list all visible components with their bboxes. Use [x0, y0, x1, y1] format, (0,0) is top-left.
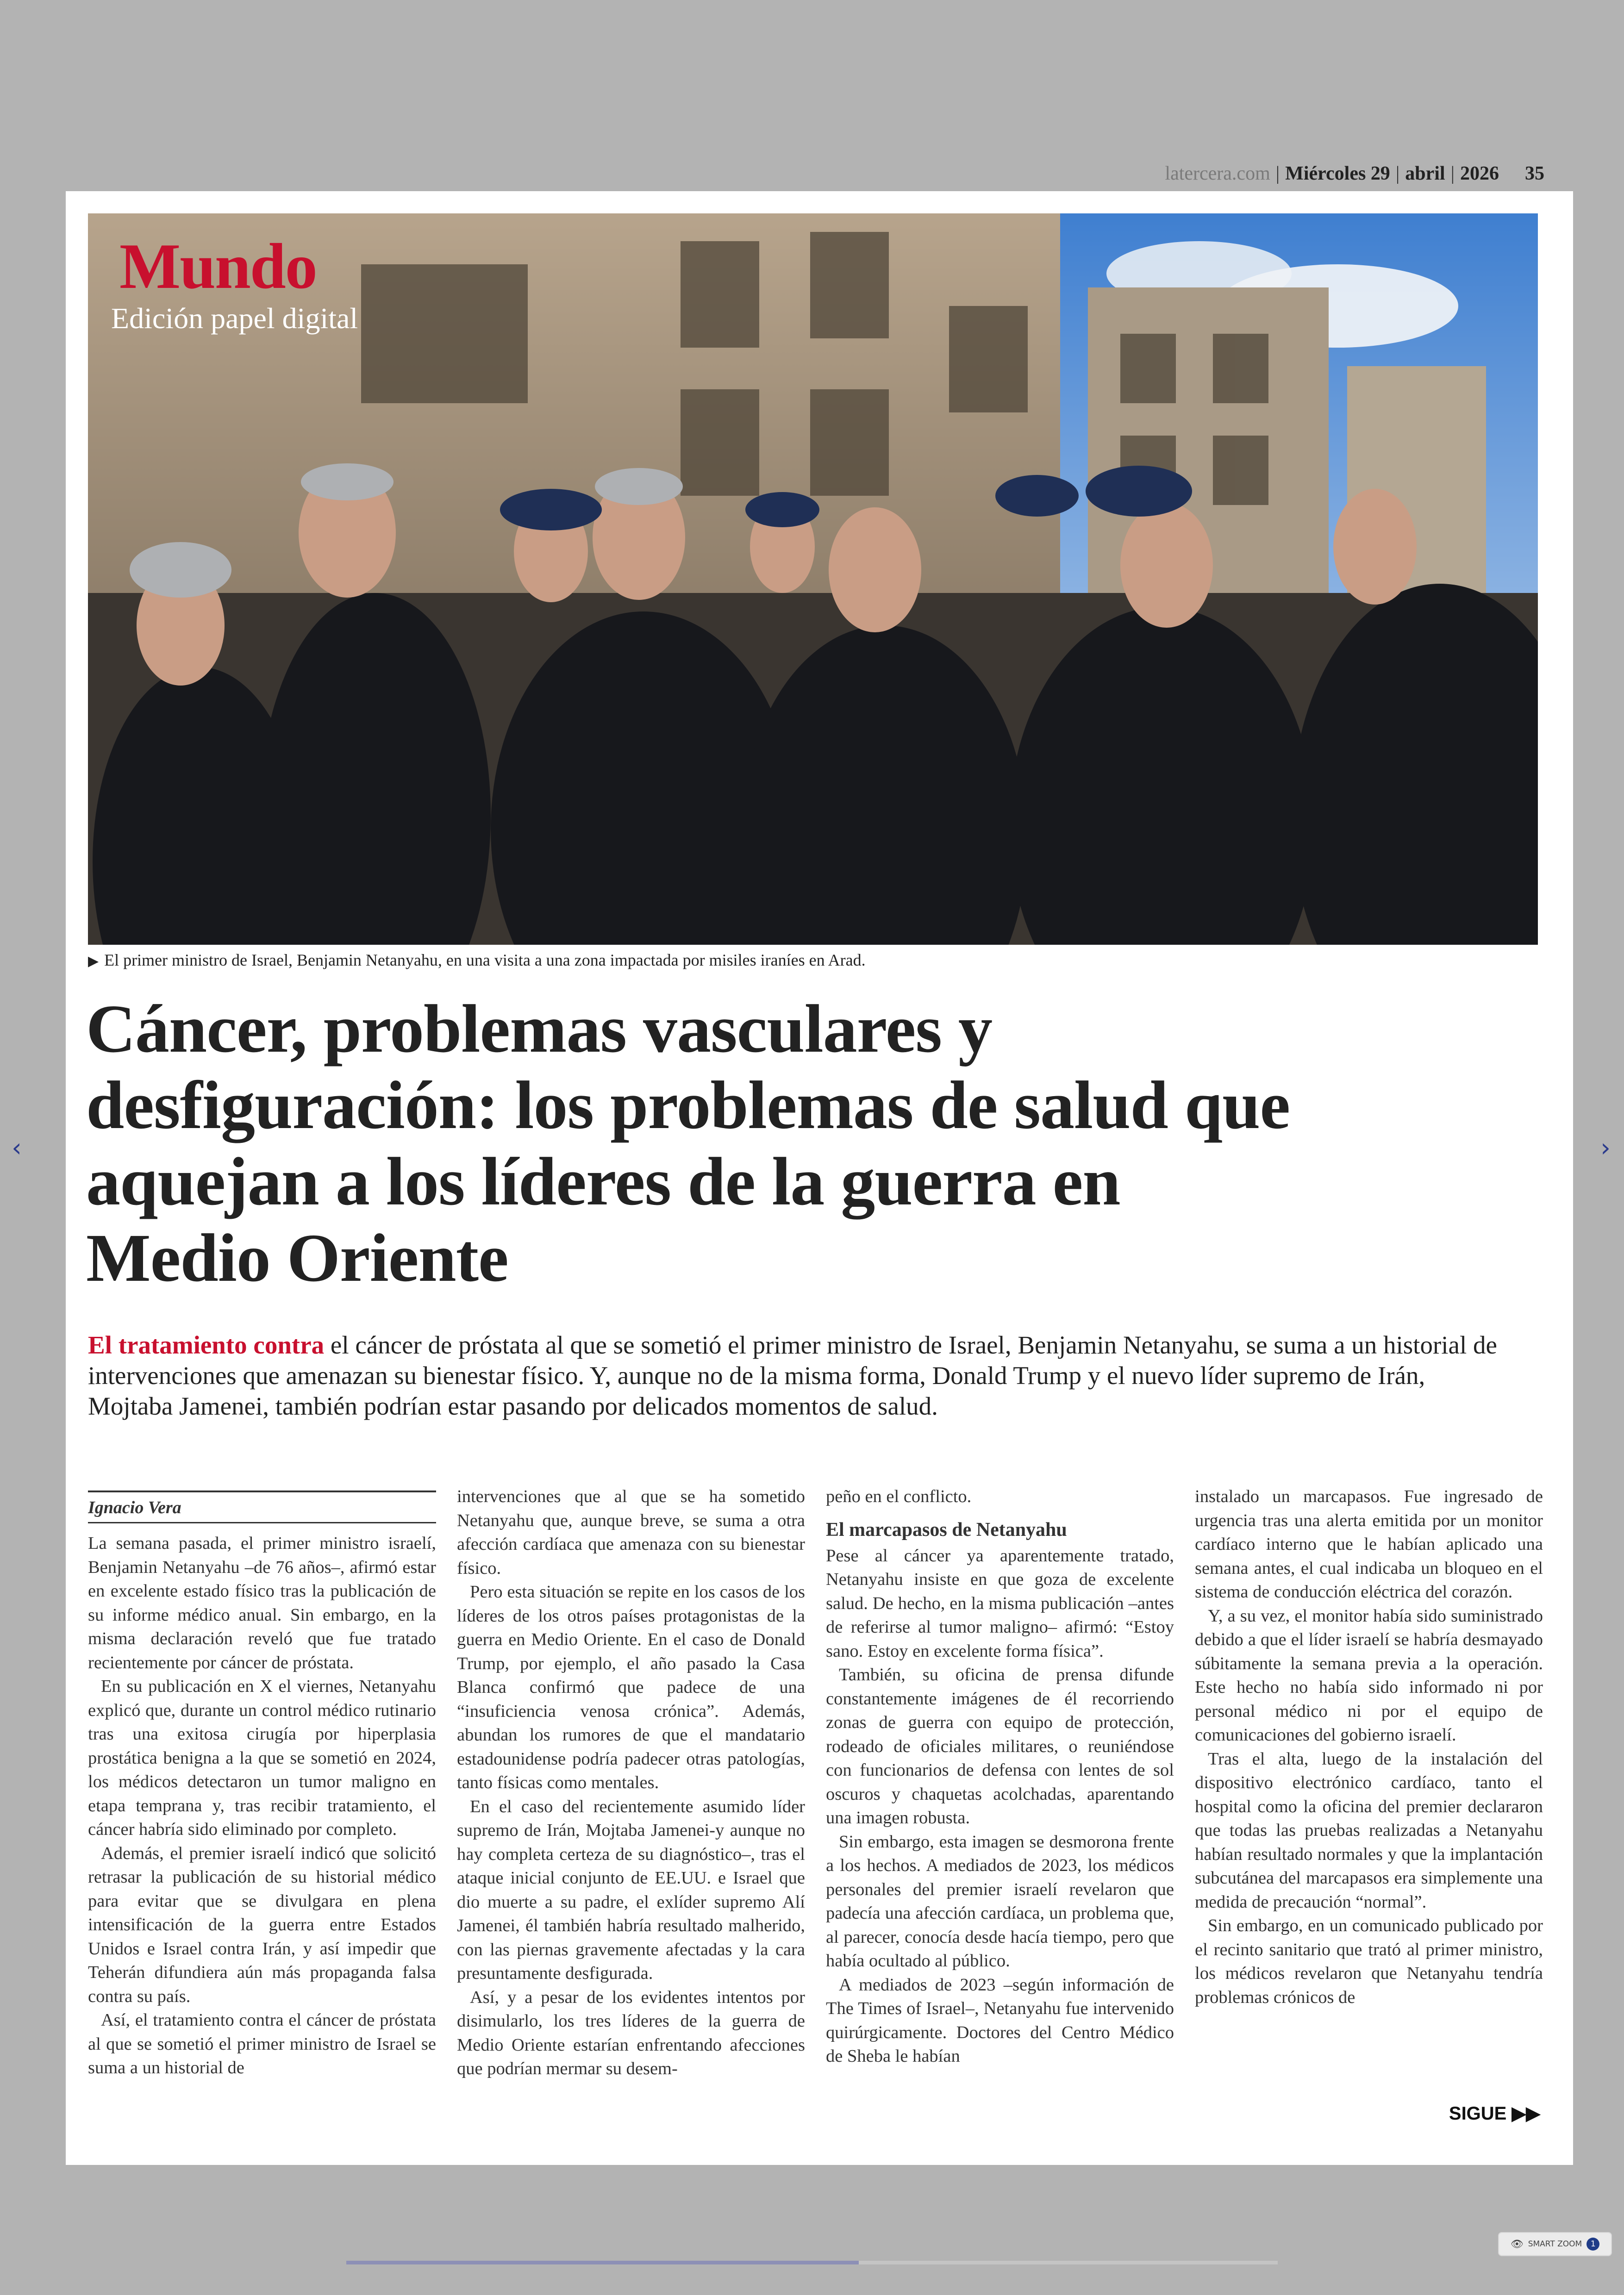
byline: Ignacio Vera: [88, 1491, 436, 1523]
paragraph: También, su oficina de prensa difunde constantemente imágenes de él recorriendo zonas de guerra con equipo de protección, rodeado de oficiales militares, o reuniéndose con funcionarios de defensa con lentes de sol oscuros y chaquetas acolchadas, aparentando una imagen robusta.: [826, 1665, 1174, 1827]
caption-triangle-icon: ▶: [88, 954, 99, 969]
paragraph: En el caso del recientemente asumido líder supremo de Irán, Mojtaba Jamenei-y aunque no hay completa certeza de su diagnóstico–, tras el ataque inicial conjunto de EE.UU. e Israel que dio muerte a su padre, el exlíder supremo Alí Jamenei, él también habría resultado malherido, con las piernas gravemente afectadas y la cara presuntamente desfigurada.: [457, 1796, 805, 1983]
paragraph: Así, y a pesar de los evidentes intentos por disimularlo, los tres líderes de la guerra de Medio Oriente estarían enfrentando afecciones que podrían mermar su desem-: [457, 1987, 805, 2078]
article-column-1: [88, 1485, 436, 2142]
paragraph: Pero esta situación se repite en los casos de los líderes de los otros países protagonistas de la guerra en Medio Oriente. En el caso de Donald Trump, por ejemplo, el año pasado la Casa Blanca confirmó que padece de una “insuficiencia venosa crónica”. Además, abundan los rumores de que el mandatario estadounidense podría padecer otras patologías, tanto físicas como mentales.: [457, 1582, 805, 1792]
paragraph: instalado un marcapasos. Fue ingresado de urgencia tras una alerta emitida por un monitor cardíaco interno que le habían aplicado una semana antes, el cual indicaba un bloqueo en el sistema de conducción eléctrica del corazón.: [1195, 1487, 1543, 1602]
standfirst-lead: El tratamiento contra: [88, 1331, 325, 1359]
newspaper-page: [66, 191, 1573, 2165]
section-subtitle: Edición papel digital: [111, 302, 358, 335]
photo-caption: [88, 950, 1538, 970]
article-column-4: [1195, 1485, 1543, 2142]
eye-icon: 👁: [1510, 2238, 1524, 2250]
standfirst: [88, 1330, 1505, 1422]
header-year: 2026: [1460, 163, 1499, 184]
paragraph: Además, el premier israelí indicó que solicitó retrasar la publicación de su historial médico para evitar que se divulgara en plena intensificación de la guerra entre Estados Unidos e Israel contra Irán, y así impedir que Teherán difundiera aún más propaganda falsa contra su país.: [88, 1843, 436, 2006]
paragraph: Y, a su vez, el monitor había sido suministrado debido a que el líder israelí se habría desmayado súbitamente la semana previa a la operación. Este hecho no había sido informado ni por personal médico ni por el equipo de comunicaciones del gobierno israelí.: [1195, 1606, 1543, 1745]
lead-photo: [88, 213, 1538, 945]
paragraph: intervenciones que al que se ha sometido Netanyahu que, aunque breve, se suma a otra afección cardíaca que amenaza con su bienestar físico.: [457, 1487, 805, 1578]
page-number: 35: [1525, 163, 1544, 184]
paragraph: La semana pasada, el primer ministro israelí, Benjamin Netanyahu –de 76 años–, afirmó estar en excelente estado físico tras la publicación de su informe médico anual. Sin embargo, en la misma declaración reveló que fue tratado recientemente por cáncer de próstata.: [88, 1534, 436, 1672]
paragraph: En su publicación en X el viernes, Netanyahu explicó que, durante un control médico rutinario tras una exitosa cirugía por hiperplasia prostática benigna a la que se sometió en 2024, los médicos detectaron un tumor maligno en etapa temprana y, tras recibir tratamiento, el cáncer habría sido eliminado por completo.: [88, 1677, 436, 1839]
paragraph: peño en el conflicto.: [826, 1487, 972, 1506]
article-column-3: [826, 1485, 1174, 2142]
subheading: El marcapasos de Netanyahu: [826, 1519, 1067, 1540]
header-month: abril: [1405, 163, 1445, 184]
header-day: Miércoles 29: [1285, 163, 1390, 184]
page-scrollbar[interactable]: [346, 2261, 1278, 2264]
paragraph: Sin embargo, en un comunicado publicado por el recinto sanitario que trató al primer ministro, los médicos revelaron que Netanyahu tendría problemas crónicos de: [1195, 1916, 1543, 2007]
caption-text: El primer ministro de Israel, Benjamin Netanyahu, en una visita a una zona impactada por misiles iraníes en Arad.: [104, 951, 866, 969]
smart-zoom-count: 1: [1587, 2238, 1599, 2251]
paragraph: A mediados de 2023 –según información de The Times of Israel–, Netanyahu fue intervenido quirúrgicamente. Doctores del Centro Médico de Sheba le habían: [826, 1975, 1174, 2066]
paragraph: Sin embargo, esta imagen se desmorona frente a los hechos. A mediados de 2023, los médicos personales del premier israelí revelaron que padecía una afección cardíaca, un problema que, al parecer, conocía desde hacía tiempo, pero que había ocultado al público.: [826, 1832, 1174, 1971]
paragraph: Pese al cáncer ya aparentemente tratado, Netanyahu insiste en que goza de excelente salud. De hecho, en la misma publicación –antes de referirse al tumor maligno– afirmó: “Estoy sano. Estoy en excelente forma física”.: [826, 1546, 1174, 1661]
headline: Cáncer, problemas vasculares y desfiguración: los problemas de salud que aquejan a los líderes de la guerra en Medio Oriente: [86, 991, 1290, 1296]
continue-link[interactable]: SIGUE ▶▶: [1449, 2103, 1540, 2124]
paragraph: Así, el tratamiento contra el cáncer de próstata al que se sometió el primer ministro de Israel se suma a un historial de: [88, 2010, 436, 2077]
previous-page-button[interactable]: ‹: [12, 1133, 22, 1162]
site-name: latercera.com: [1165, 163, 1270, 184]
article-column-2: [457, 1485, 805, 2142]
scrollbar-thumb[interactable]: [346, 2261, 859, 2264]
paragraph: Tras el alta, luego de la instalación del dispositivo electrónico cardíaco, tanto el hospital como la oficina del premier declararon que todas las pruebas realizadas a Netanyahu habían resultado normales y que la implantación subcutánea del marcapasos era simplemente una medida de precaución “normal”.: [1195, 1749, 1543, 1912]
page-header: latercera.com | Miércoles 29 | abril | 2026 35: [1165, 163, 1544, 184]
standfirst-text: el cáncer de próstata al que se sometió el primer ministro de Israel, Benjamin Netanyahu, se suma a un historial de intervenciones que amenazan su bienestar físico. Y, aunque no de la misma forma, Donald Trump y el nuevo líder supremo de Irán, Mojtaba Jamenei, también podrían estar pasando por delicados momentos de salud.: [88, 1331, 1497, 1420]
next-page-button[interactable]: ›: [1600, 1133, 1611, 1162]
section-label: Mundo: [119, 231, 317, 302]
smart-zoom-label: SMART ZOOM: [1528, 2239, 1582, 2249]
smart-zoom-button[interactable]: [1498, 2232, 1612, 2256]
